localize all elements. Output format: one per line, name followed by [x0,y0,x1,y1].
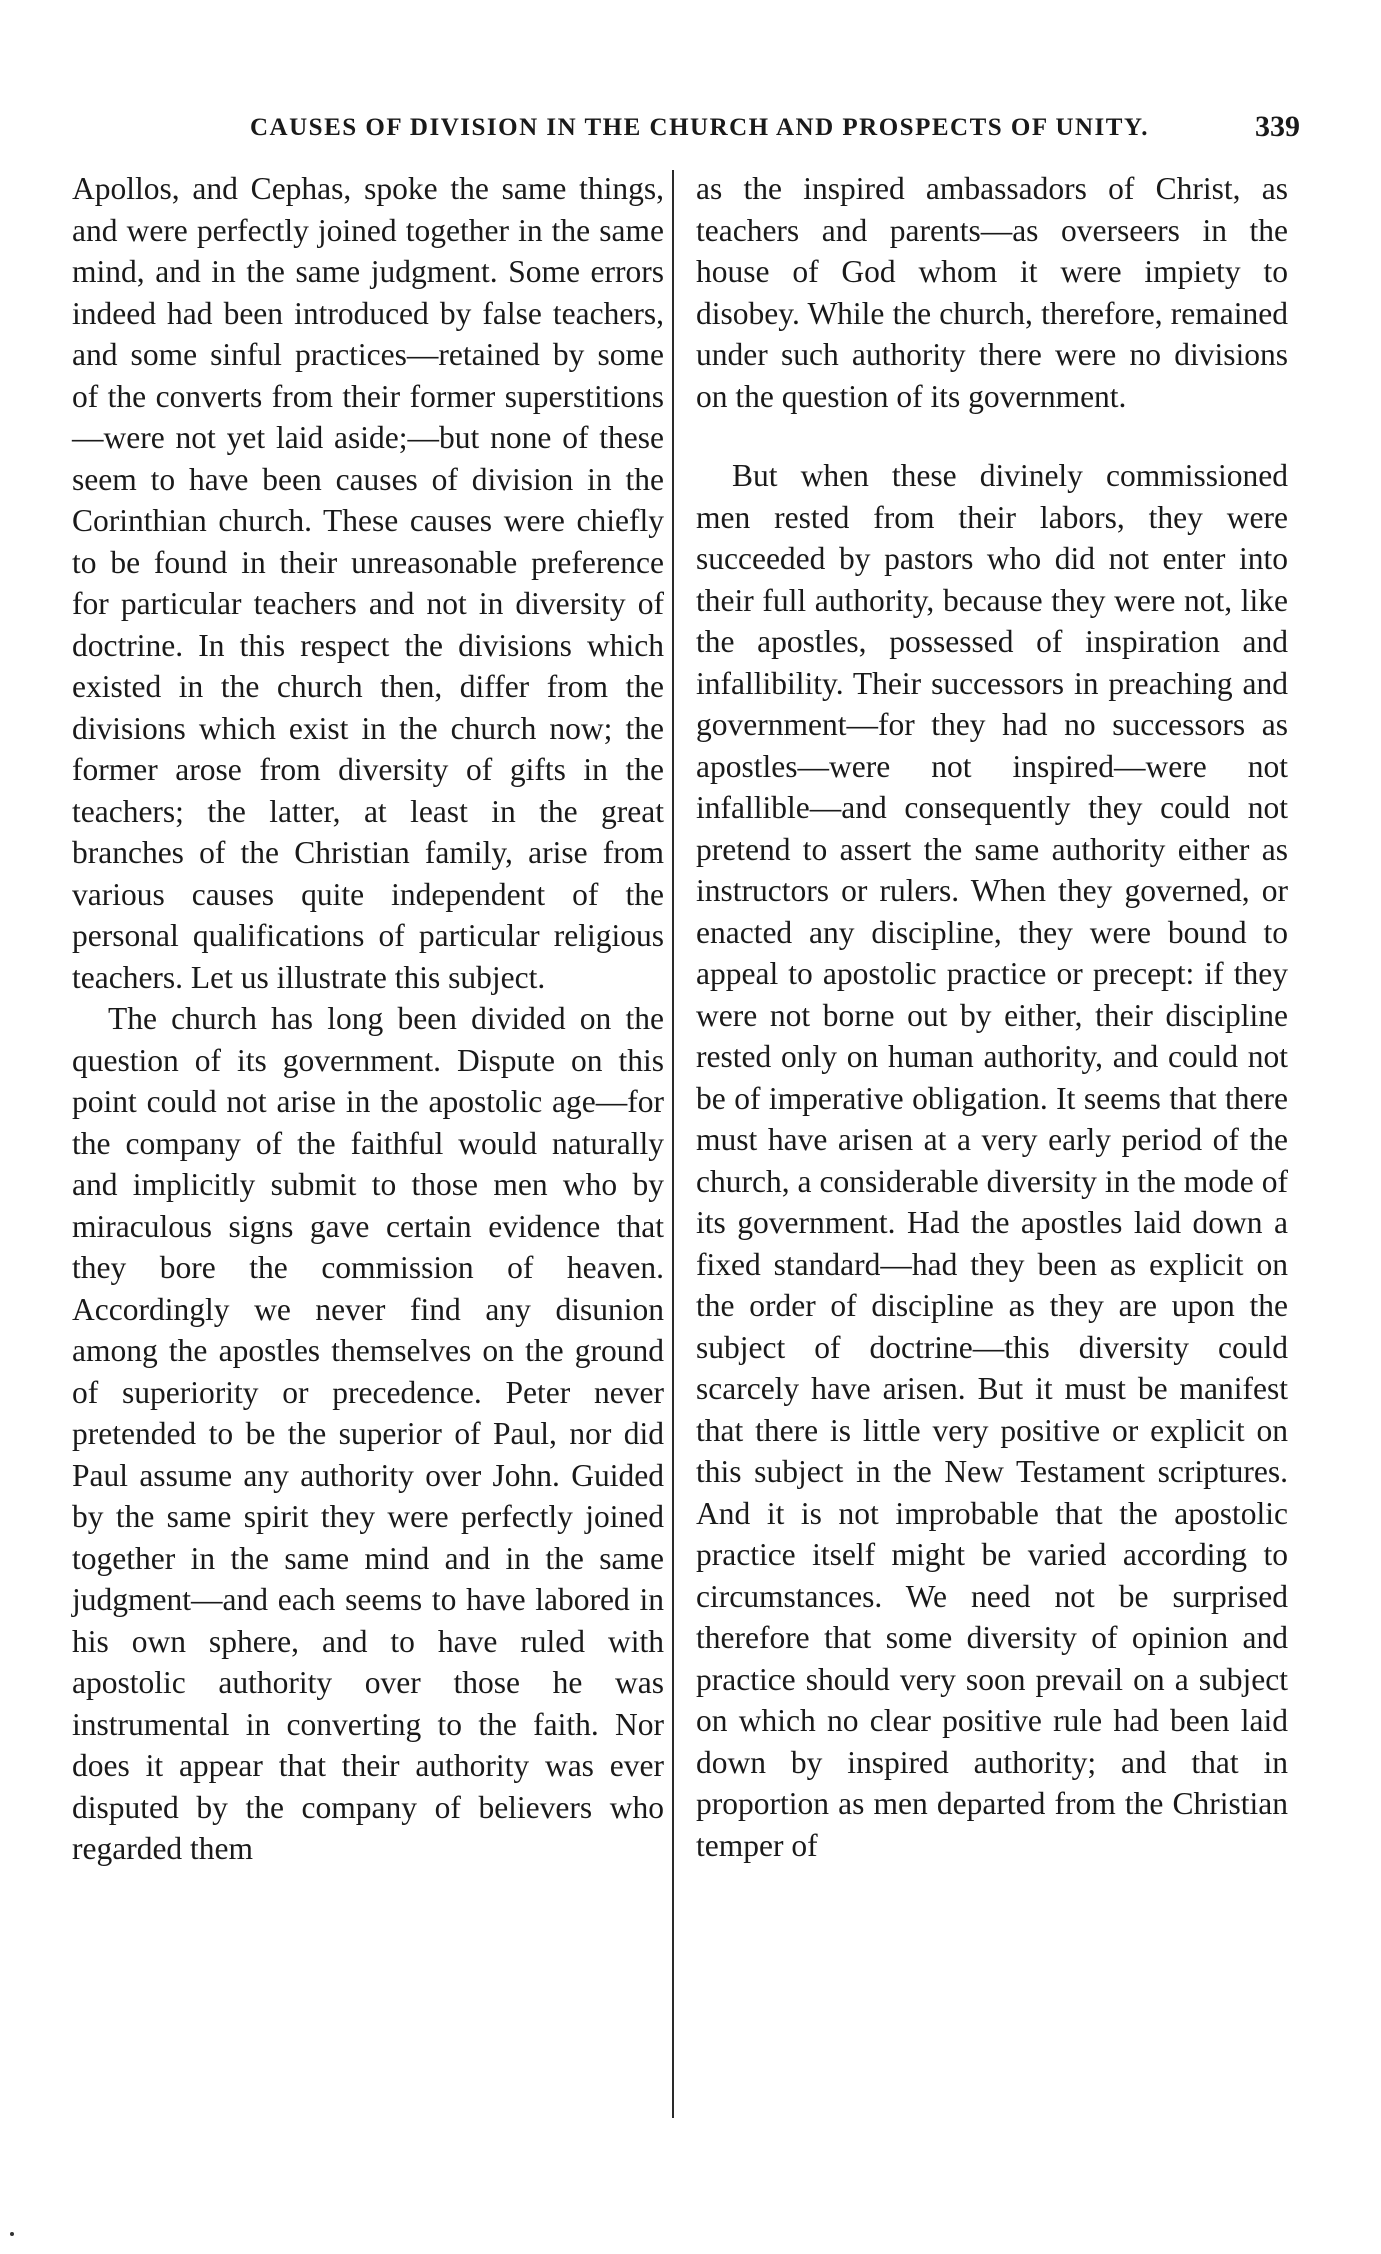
running-header [70,110,1300,150]
paragraph: Apollos, and Cephas, spoke the same things, and were perfectly joined together in the same mind, and in the same judgment. Some errors indeed had been introduced by false teachers, and some sinful practices—retained by some of the converts from their former superstitions—were not yet laid aside;—but none of these seem to have been causes of division in the Corinthian church. These causes were chiefly to be found in their unreasonable preference for particular teachers and not in diversity of doctrine. In this respect the divisions which existed in the church then, differ from the divisions which exist in the church now; the former arose from diversity of gifts in the teachers; the latter, at least in the great branches of the Christian family, arise from various causes quite independent of the personal qualifications of particular religious teachers. Let us illustrate this subject. [72,171,664,995]
column-divider [672,170,674,2118]
paragraph: as the inspired ambassadors of Christ, as teachers and parents—as overseers in the house of God whom it were impiety to disobey. While the church, therefore, remained under such authority there were no divisions on the question of its government. [696,171,1288,414]
scan-speck [10,2232,14,2236]
left-column [72,168,664,1870]
page-number: 339 [1255,110,1300,143]
paragraph: The church has long been divided on the question of its government. Dispute on this point could not arise in the apostolic age—for the company of the faithful would naturally and implicitly submit to those men who by miraculous signs gave certain evidence that they bore the commission of heaven. Accordingly we never find any disunion among the apostles themselves on the ground of superiority or precedence. Peter never pretended to be the superior of Paul, nor did Paul assume any authority over John. Guided by the same spirit they were perfectly joined together in the same mind and in the same judgment—and each seems to have labored in his own sphere, and to have ruled with apostolic authority over those he was instrumental in converting to the faith. Nor does it appear that their authority was ever disputed by the company of believers who regarded them [72,1001,664,1866]
right-column [696,168,1288,1866]
running-title: CAUSES OF DIVISION IN THE CHURCH AND PROSPECTS OF UNITY. [250,114,1149,141]
paragraph: But when these divinely commissioned men rested from their labors, they were succeeded by pastors who did not enter into their full authority, because they were not, like the apostles, possessed of inspiration and infallibility. Their successors in preaching and government—for they had no successors as apostles—were not inspired—were not infallible—and consequently they could not pretend to assert the same authority either as instructors or rulers. When they governed, or enacted any discipline, they were bound to appeal to apostolic practice or precept: if they were not borne out by either, their discipline rested only on human authority, and could not be of imperative obligation. It seems that there must have arisen at a very early period of the church, a considerable diversity in the mode of its government. Had the apostles laid down a fixed standard—had they been as explicit on the order of discipline as they are upon the subject of doctrine—this diversity could scarcely have arisen. But it must be manifest that there is little very positive or explicit on this subject in the New Testament scriptures. And it is not improbable that the apostolic practice itself might be varied according to circumstances. We need not be surprised therefore that some diversity of opinion and practice should very soon prevail on a subject on which no clear positive rule had been laid down by inspired authority; and that in proportion as men departed from the Christian temper of [696,458,1288,1863]
